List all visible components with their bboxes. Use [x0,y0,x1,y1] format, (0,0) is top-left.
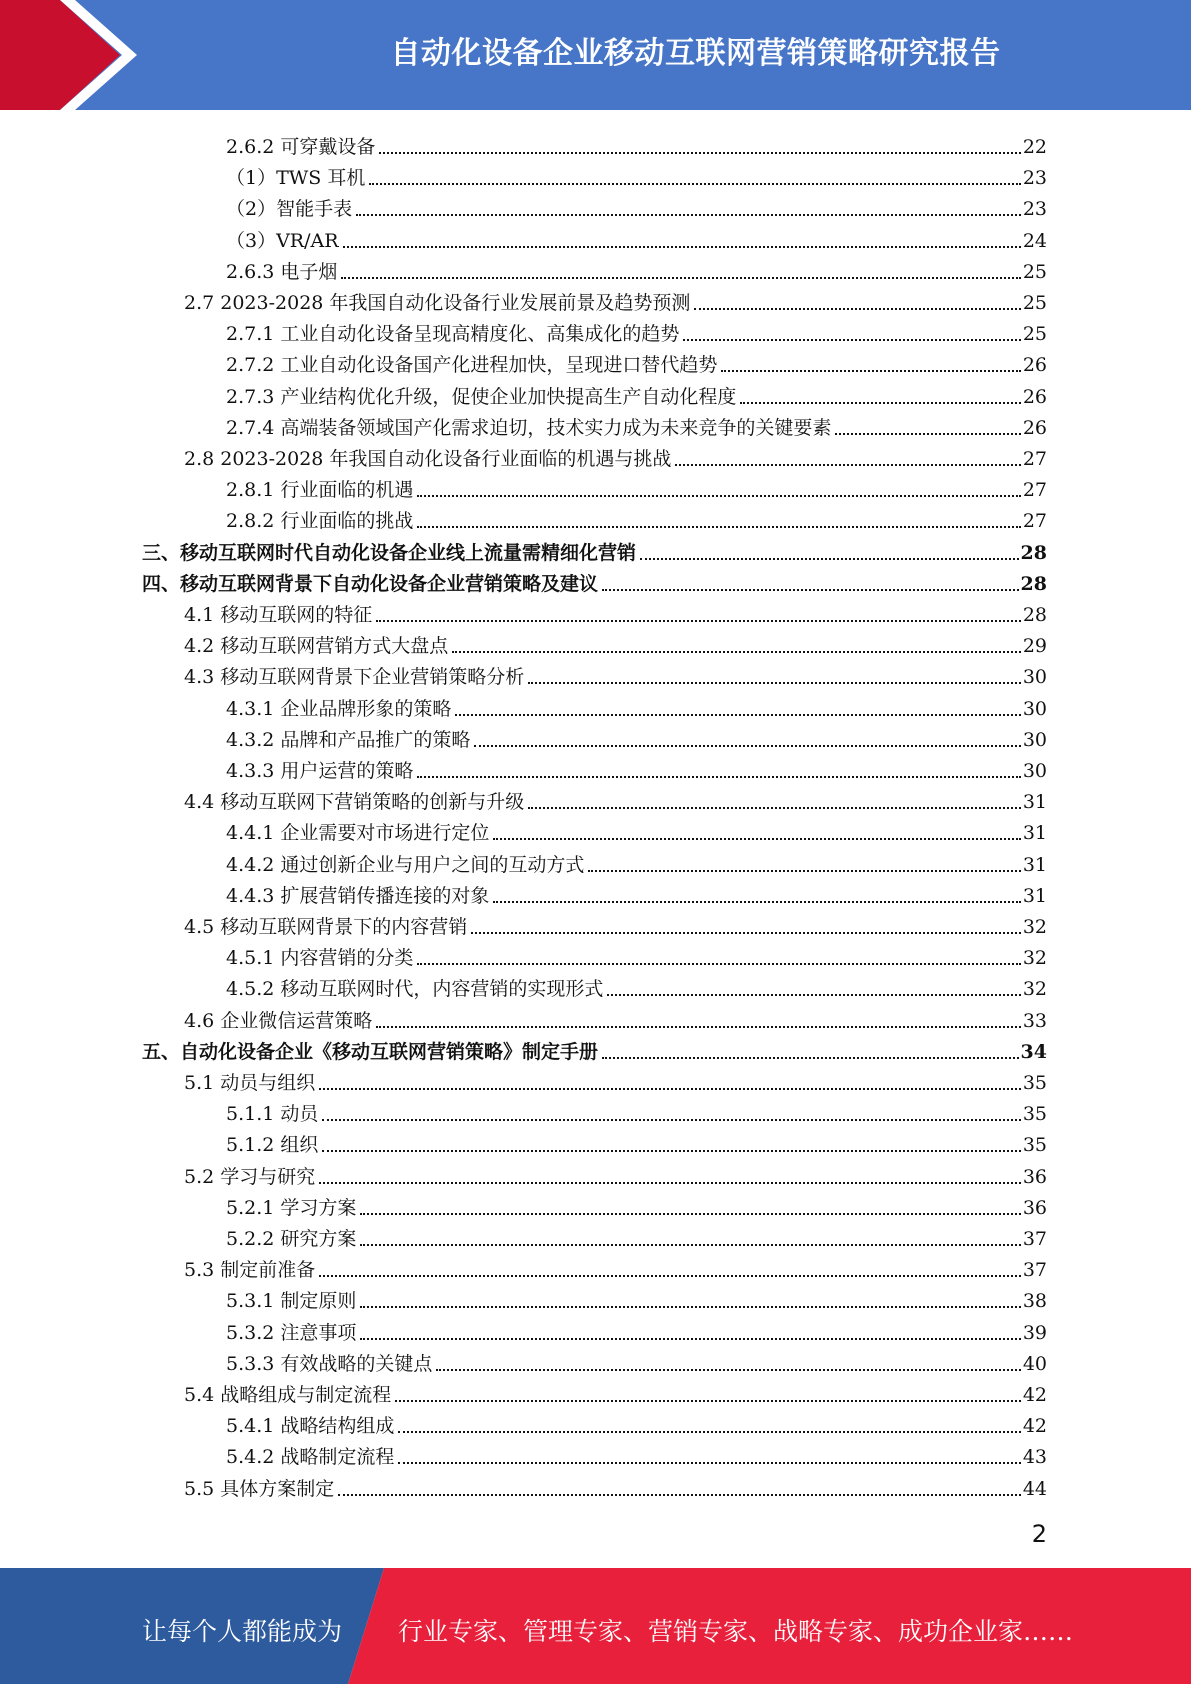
toc-entry-label: 2.8.1 行业面临的机遇 [226,479,414,502]
toc-entry-label: 5.2.2 研究方案 [226,1228,357,1250]
footer-slogan-left: 让每个人都能成为 [142,1617,343,1646]
toc-dot-leader [740,402,1020,404]
toc-entry[interactable] [226,344,1047,375]
toc-entry-page: 30 [1022,666,1047,689]
toc-entry-page: 23 [1022,198,1047,221]
toc-dot-leader [322,1119,1020,1121]
toc-entry-label: 2.6.3 电子烟 [226,260,338,283]
toc-dot-leader [343,246,1021,248]
toc-entry-label: 2.7.4 高端装备领域国产化需求迫切，技术实力成为未来竞争的关键要素 [226,416,832,439]
toc-entry-page: 35 [1022,1134,1047,1157]
toc-entry-page: 29 [1022,635,1047,658]
toc-entry[interactable] [226,469,1047,500]
toc-dot-leader [376,1026,1021,1028]
toc-dot-leader [683,339,1020,341]
toc-entry-label: （3）VR/AR [226,229,339,252]
toc-entry-label: 4.3.3 用户运营的策略 [226,760,414,782]
toc-entry[interactable] [184,1374,1047,1405]
toc-entry-label: 2.7.2 工业自动化设备国产化进程加快，呈现进口替代趋势 [226,354,718,377]
toc-entry-page: 27 [1022,510,1047,533]
toc-entry-label: 2.7.3 产业结构优化升级，促使企业加快提高生产自动化程度 [226,385,737,408]
toc-entry-label: 4.3.2 品牌和产品推广的策略 [226,728,471,751]
toc-dot-leader [436,1369,1020,1371]
toc-entry[interactable] [184,1000,1047,1031]
toc-entry-label: 5.1.1 动员 [226,1103,319,1126]
toc-entry[interactable] [226,376,1047,407]
toc-dot-leader [694,308,1020,310]
toc-entry[interactable] [142,563,1047,594]
toc-dot-leader [602,1057,1019,1059]
toc-dot-leader [675,464,1020,466]
toc-entry-label: 4.4.3 扩展营销传播连接的对象 [226,884,490,907]
toc-entry[interactable] [226,750,1047,781]
toc-entry-page: 35 [1022,1072,1047,1094]
toc-entry-label: 2.8.2 行业面临的挑战 [226,510,414,533]
toc-dot-leader [417,526,1020,528]
toc-entry-page: 39 [1022,1321,1047,1344]
toc-entry-page: 26 [1022,416,1047,439]
toc-entry[interactable] [142,532,1047,563]
toc-entry-label: 三、移动互联网时代自动化设备企业线上流量需精细化营销 [142,541,637,564]
toc-entry[interactable] [226,500,1047,531]
toc-dot-leader [417,776,1020,778]
toc-dot-leader [360,1244,1020,1246]
toc-dot-leader [493,901,1020,903]
toc-entry-page: 23 [1022,167,1047,190]
toc-entry-page: 38 [1022,1290,1047,1313]
toc-dot-leader [398,1462,1020,1464]
toc-entry-label: 四、移动互联网背景下自动化设备企业营销策略及建议 [142,572,599,595]
toc-entry-label: 5.3.2 注意事项 [226,1321,357,1344]
toc-dot-leader [588,870,1020,872]
toc-dot-leader [360,1306,1020,1308]
toc-entry-page: 25 [1022,292,1047,314]
toc-entry-page: 34 [1020,1040,1047,1063]
toc-entry[interactable] [226,126,1047,157]
toc-entry-page: 44 [1022,1477,1047,1500]
toc-entry-label: 4.5 移动互联网背景下的内容营销 [184,916,468,938]
toc-entry[interactable] [226,220,1047,251]
toc-dot-leader [417,963,1020,965]
toc-dot-leader [471,932,1021,934]
toc-entry[interactable] [226,1280,1047,1311]
toc-entry-page: 28 [1020,572,1047,595]
toc-dot-leader [607,994,1020,996]
toc-entry[interactable] [142,1031,1047,1062]
toc-entry-page: 36 [1022,1196,1047,1219]
toc-entry[interactable] [184,781,1047,812]
toc-entry[interactable] [226,1187,1047,1218]
page-number: 2 [1031,1520,1047,1548]
toc-dot-leader [493,838,1020,840]
toc-entry-page: 35 [1022,1103,1047,1126]
toc-entry[interactable] [226,1124,1047,1155]
toc-entry[interactable] [184,656,1047,687]
toc-entry-page: 30 [1022,697,1047,720]
toc-entry[interactable] [226,968,1047,999]
toc-entry[interactable] [226,937,1047,968]
toc-entry-label: 4.3.1 企业品牌形象的策略 [226,697,452,720]
toc-dot-leader [640,558,1019,560]
toc-entry-page: 31 [1022,853,1047,876]
chevron-arrow-icon [0,0,160,110]
page-footer [0,1568,1191,1684]
toc-entry-page: 25 [1022,260,1047,283]
toc-entry-label: 5.2.1 学习方案 [226,1196,357,1219]
toc-entry-label: 4.1 移动互联网的特征 [184,604,373,626]
toc-dot-leader [322,1150,1020,1152]
toc-entry-label: 5.3.1 制定原则 [226,1290,357,1313]
toc-entry-page: 27 [1022,479,1047,502]
toc-entry-page: 42 [1022,1415,1047,1438]
toc-dot-leader [369,183,1020,185]
toc-dot-leader [319,1182,1021,1184]
toc-entry-page: 36 [1022,1165,1047,1188]
toc-dot-leader [452,651,1021,653]
toc-entry-label: 4.3 移动互联网背景下企业营销策略分析 [184,666,525,689]
toc-dot-leader [379,152,1020,154]
toc-entry-label: （2）智能手表 [226,198,353,221]
toc-entry-page: 31 [1022,884,1047,907]
toc-entry[interactable] [226,1343,1047,1374]
toc-entry-page: 27 [1022,448,1047,470]
toc-entry-label: 4.4.1 企业需要对市场进行定位 [226,822,490,845]
toc-entry-page: 28 [1022,604,1047,626]
toc-entry[interactable] [226,688,1047,719]
toc-dot-leader [398,1431,1020,1433]
toc-dot-leader [602,589,1019,591]
toc-entry-label: 2.7 2023-2028 年我国自动化设备行业发展前景及趋势预测 [184,292,691,314]
toc-entry[interactable] [226,1405,1047,1436]
toc-entry[interactable] [226,407,1047,438]
toc-entry-page: 24 [1022,229,1047,252]
toc-dot-leader [528,682,1021,684]
toc-entry[interactable] [184,282,1047,313]
toc-entry[interactable] [226,1436,1047,1467]
toc-entry-page: 37 [1022,1228,1047,1250]
toc-entry-label: 5.1 动员与组织 [184,1072,316,1094]
page-header [0,0,1191,110]
toc-dot-leader [338,1494,1021,1496]
toc-entry-label: 5.4.1 战略结构组成 [226,1415,395,1438]
toc-entry[interactable] [184,1249,1047,1280]
toc-dot-leader [319,1275,1021,1277]
toc-entry-page: 43 [1022,1446,1047,1469]
toc-entry[interactable] [226,313,1047,344]
toc-dot-leader [376,620,1021,622]
toc-entry[interactable] [184,1062,1047,1093]
toc-entry[interactable] [226,844,1047,875]
toc-entry-label: 5.4.2 战略制定流程 [226,1446,395,1469]
footer-slogan-right: 行业专家、管理专家、营销专家、战略专家、成功企业家…… [398,1617,1074,1646]
toc-entry[interactable] [226,188,1047,219]
toc-entry-label: 5.2 学习与研究 [184,1165,316,1188]
toc-entry[interactable] [184,625,1047,656]
toc-entry[interactable] [226,875,1047,906]
toc-entry[interactable] [226,251,1047,282]
toc-entry-page: 26 [1022,385,1047,408]
toc-entry-label: 2.8 2023-2028 年我国自动化设备行业面临的机遇与挑战 [184,448,672,470]
toc-entry-label: 5.4 战略组成与制定流程 [184,1384,392,1406]
toc-entry[interactable] [184,594,1047,625]
arrow-fill [0,0,120,110]
toc-entry-page: 31 [1022,791,1047,814]
toc-entry-page: 40 [1022,1352,1047,1375]
toc-dot-leader [360,1213,1020,1215]
toc-dot-leader [319,1088,1021,1090]
toc-entry-label: （1）TWS 耳机 [226,167,366,190]
toc-dot-leader [835,433,1020,435]
toc-dot-leader [341,277,1020,279]
toc-dot-leader [721,370,1020,372]
toc-dot-leader [395,1400,1021,1402]
toc-entry-page: 31 [1022,822,1047,845]
toc-entry-label: 5.3.3 有效战略的关键点 [226,1352,433,1375]
toc-entry[interactable] [184,1156,1047,1187]
toc-entry-page: 32 [1022,978,1047,1001]
toc-dot-leader [474,745,1020,747]
toc-entry-page: 33 [1022,1009,1047,1032]
toc-entry-label: 五、自动化设备企业《移动互联网营销策略》制定手册 [142,1040,599,1063]
toc-entry-page: 25 [1022,323,1047,346]
toc-entry[interactable] [226,1093,1047,1124]
toc-entry[interactable] [226,157,1047,188]
toc-entry-page: 32 [1022,947,1047,970]
toc-entry-label: 5.1.2 组织 [226,1134,319,1157]
toc-entry-page: 32 [1022,916,1047,938]
toc-dot-leader [356,214,1021,216]
report-title: 自动化设备企业移动互联网营销策略研究报告 [390,36,1001,71]
toc-entry-label: 5.3 制定前准备 [184,1259,316,1282]
toc-entry-label: 2.7.1 工业自动化设备呈现高精度化、高集成化的趋势 [226,323,680,346]
toc-entry-label: 2.6.2 可穿戴设备 [226,136,376,158]
toc-entry-label: 4.4 移动互联网下营销策略的创新与升级 [184,791,525,814]
toc-entry-page: 22 [1022,136,1047,158]
toc-entry-page: 30 [1022,760,1047,782]
toc-entry[interactable] [226,1218,1047,1249]
toc-entry[interactable] [226,812,1047,843]
toc-entry[interactable] [226,719,1047,750]
toc-entry-label: 4.2 移动互联网营销方式大盘点 [184,635,449,658]
toc-entry-label: 4.4.2 通过创新企业与用户之间的互动方式 [226,853,585,876]
toc-entry-page: 28 [1020,541,1047,564]
toc-entry-label: 4.5.1 内容营销的分类 [226,947,414,970]
toc-entry[interactable] [184,438,1047,469]
toc-entry-label: 5.5 具体方案制定 [184,1477,335,1500]
toc-entry-page: 26 [1022,354,1047,377]
toc-dot-leader [417,495,1020,497]
toc-entry[interactable] [184,1468,1047,1499]
toc-dot-leader [528,807,1021,809]
toc-entry[interactable] [226,1312,1047,1343]
toc-entry-page: 30 [1022,728,1047,751]
toc-entry-page: 42 [1022,1384,1047,1406]
toc-dot-leader [360,1338,1020,1340]
toc-entry-label: 4.6 企业微信运营策略 [184,1009,373,1032]
toc-dot-leader [455,714,1020,716]
toc-entry-page: 37 [1022,1259,1047,1282]
toc-entry-label: 4.5.2 移动互联网时代，内容营销的实现形式 [226,978,604,1001]
toc-entry[interactable] [184,906,1047,937]
